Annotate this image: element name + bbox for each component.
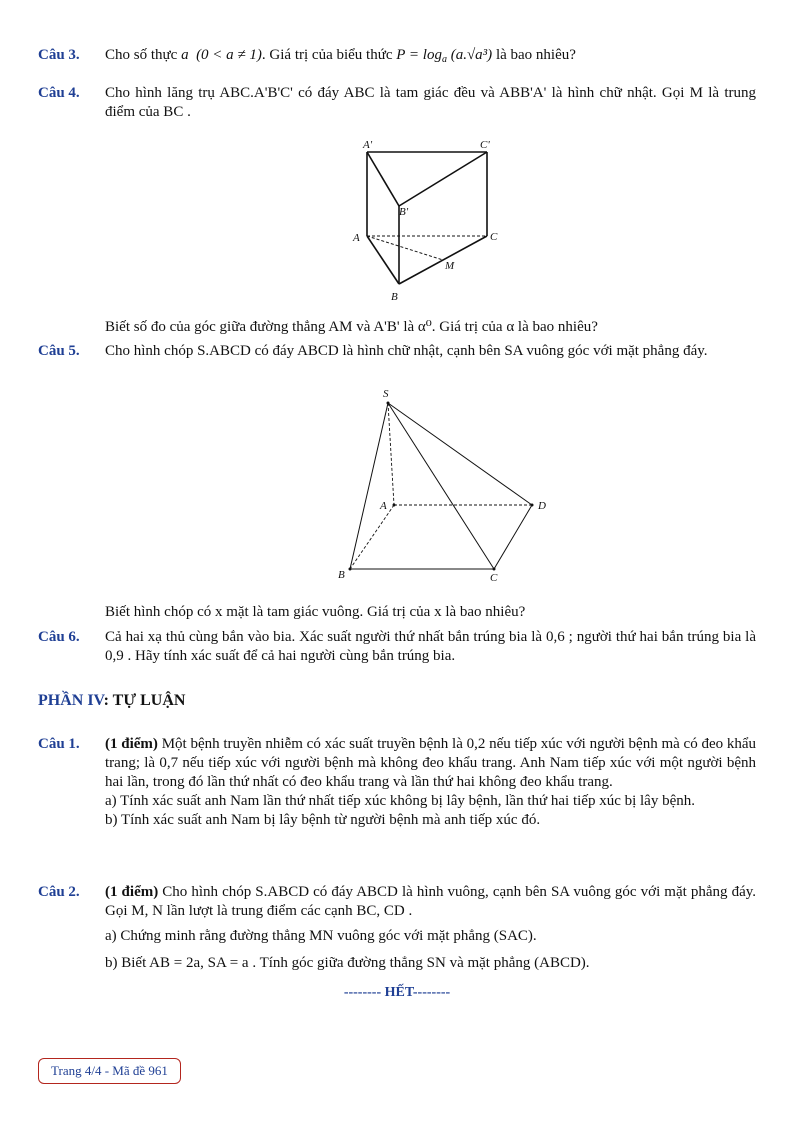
essay-2-part-a: a) Chứng minh rằng đường thẳng MN vuông góc với mặt phẳng (SAC). <box>105 928 537 944</box>
question-text: Cả hai xạ thủ cùng bắn vào bia. Xác suất người thứ nhất bắn trúng bia là 0,6 ; người thứ hai bắn trúng bia là 0,9 . Hãy tính xác suất để cả hai người cùng bắn trúng bia. <box>105 629 756 664</box>
question-label: Câu 1. <box>38 736 80 752</box>
label-B1: B' <box>399 206 409 218</box>
question-label: Câu 4. <box>38 85 80 101</box>
section-heading: PHẦN IV: TỰ LUẬN <box>38 692 186 709</box>
essay-2-part-b: b) Biết AB = 2a, SA = a . Tính góc giữa đường thẳng SN và mặt phẳng (ABCD). <box>105 955 590 971</box>
question-text: Cho số thực a (0 < a ≠ 1). Giá trị của biểu thức $P = \log_a (a.√a^3)$ là bao nhiêu? <box>105 47 576 65</box>
prism-figure <box>345 138 515 306</box>
question-6 <box>38 628 756 666</box>
label-A1: A' <box>363 139 373 151</box>
label-S: S <box>383 388 389 400</box>
label-C: C <box>490 572 498 584</box>
page-footer: Trang 4/4 - Mã đề 961 <box>38 1058 181 1084</box>
label-B: B <box>391 291 398 303</box>
question-4-followup: Biết số đo của góc giữa đường thẳng AM và A'B' là α⁰. Giá trị của α là bao nhiêu? <box>105 319 598 335</box>
label-M: M <box>445 260 455 272</box>
essay-1-part-a: a) Tính xác suất anh Nam lần thứ nhất tiếp xúc không bị lây bệnh, lần thứ hai tiếp xúc bị lây bệnh. <box>105 793 696 809</box>
question-label: Câu 5. <box>38 343 80 359</box>
question-label: Câu 3. <box>38 47 80 63</box>
end-marker: -------- HẾT-------- <box>343 985 451 1000</box>
question-text: Cho hình lăng trụ ABC.A'B'C' có đáy ABC là tam giác đều và ABB'A' là hình chữ nhật. Gọi M là trung điểm của BC . <box>105 85 756 120</box>
label-A: A <box>380 500 387 512</box>
question-text: Cho hình chóp S.ABCD có đáy ABCD là hình chữ nhật, cạnh bên SA vuông góc với mặt phẳng đáy. <box>105 343 708 359</box>
label-C: C <box>490 231 498 243</box>
question-3 <box>38 46 756 69</box>
question-text: (1 điểm) Cho hình chóp S.ABCD có đáy ABCD là hình vuông, cạnh bên SA vuông góc với mặt phẳng đáy. Gọi M, N lần lượt là trung điểm các cạnh BC, CD . <box>105 884 756 919</box>
question-4 <box>38 84 756 122</box>
essay-2 <box>38 883 756 973</box>
label-A: A <box>353 232 360 244</box>
question-text: (1 điểm) Một bệnh truyền nhiễm có xác suất truyền bệnh là 0,2 nếu tiếp xúc với người bệnh mà có đeo khẩu trang; là 0,7 nếu tiếp xúc với người bệnh mà không đeo khẩu trang. Anh Nam tiếp xúc với một người bệnh hai lần, trong đó lần thứ nhất có đeo khẩu trang và lần thứ hai không đeo khẩu trang. <box>105 736 757 790</box>
label-C1: C' <box>480 139 490 151</box>
question-label: Câu 6. <box>38 629 80 645</box>
label-D: D <box>538 500 546 512</box>
label-B: B <box>338 569 345 581</box>
essay-1-part-b: b) Tính xác suất anh Nam bị lây bệnh từ người bệnh mà anh tiếp xúc đó. <box>105 812 541 828</box>
question-label: Câu 2. <box>38 884 80 900</box>
essay-1 <box>38 735 756 830</box>
question-5-followup: Biết hình chóp có x mặt là tam giác vuông. Giá trị của x là bao nhiêu? <box>105 604 526 620</box>
question-5 <box>38 342 756 361</box>
pyramid-figure <box>330 385 560 585</box>
